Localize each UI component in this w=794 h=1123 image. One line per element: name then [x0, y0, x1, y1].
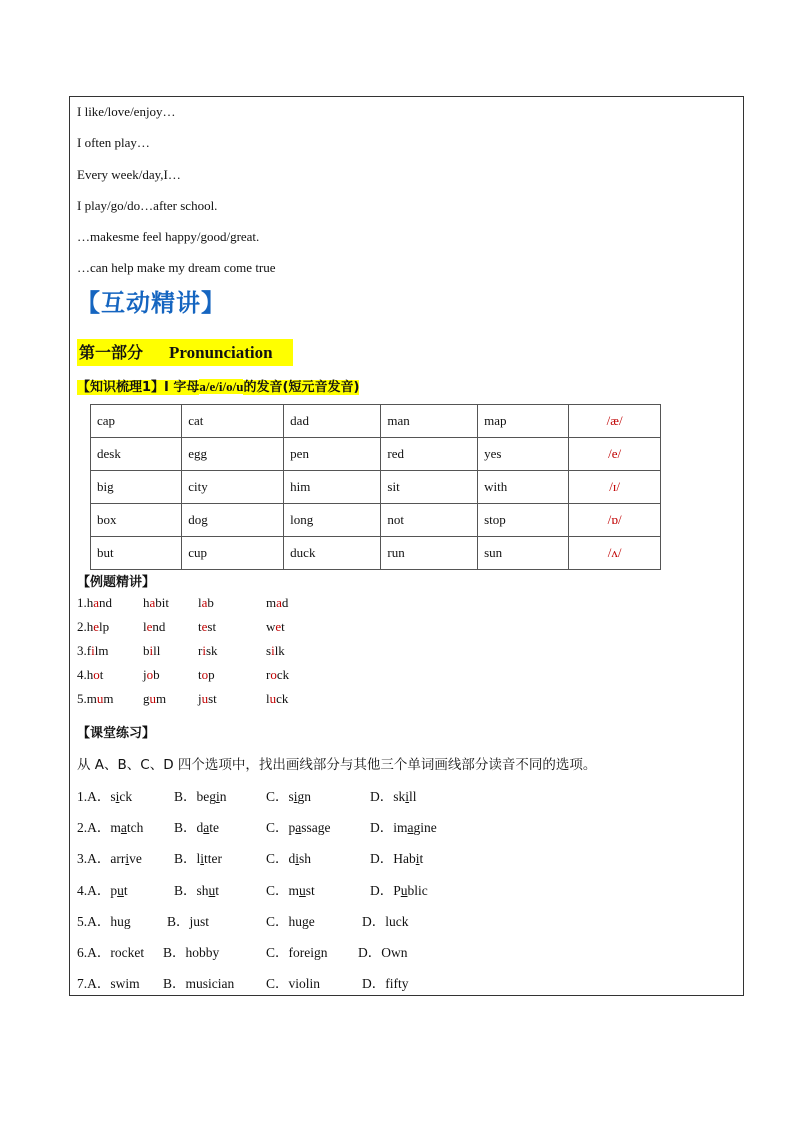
word: 1.hand — [77, 595, 113, 610]
part-heading-cn: 第一部分 — [79, 343, 144, 362]
underlined-letter: u — [299, 882, 306, 898]
word: habit — [143, 595, 170, 610]
option-text: 6.A．rocket — [77, 945, 145, 960]
underlined-letter: u — [208, 882, 216, 898]
highlight-letter: a — [93, 595, 100, 610]
option-text: D．luck — [362, 913, 409, 929]
phoneme-cell: /ɪ/ — [569, 471, 661, 504]
table-cell: red — [381, 438, 478, 471]
part-heading-en: Pronunciation — [169, 343, 273, 362]
knowledge-letter: I 字母 — [164, 380, 200, 395]
knowledge-heading — [77, 378, 359, 397]
knowledge-label: 【知识梳理1】 — [77, 380, 165, 395]
table-cell: cap — [91, 405, 182, 438]
word: test — [198, 619, 217, 634]
option-text: C．dish — [266, 851, 312, 867]
table-cell: man — [381, 405, 478, 438]
highlight-letter: u — [269, 691, 277, 706]
highlight-letter: e — [275, 619, 282, 634]
highlight-letter: i — [149, 643, 154, 658]
highlight-letter: o — [146, 667, 154, 682]
option-text: D．skill — [370, 789, 417, 804]
highlight-letter: a — [276, 595, 282, 610]
highlight-letter: a — [201, 595, 208, 610]
highlight-letter: u — [201, 691, 209, 706]
option-text: 3.A．arrive — [77, 851, 142, 867]
underlined-letter: u — [117, 882, 124, 898]
option-text: C．must — [266, 882, 315, 898]
practice-heading: 【课堂练习】 — [77, 726, 156, 741]
underlined-letter: a — [407, 820, 414, 836]
underlined-letter: i — [295, 851, 300, 867]
table-cell: but — [91, 537, 182, 570]
highlight-letter: i — [91, 643, 95, 658]
highlight-letter: u — [149, 691, 156, 706]
highlight-letter: a — [149, 595, 156, 610]
underlined-letter: a — [120, 820, 127, 836]
table-cell: duck — [284, 537, 381, 570]
examples-heading: 【例题精讲】 — [77, 575, 156, 590]
option-text: D．Habit — [370, 851, 424, 867]
word: gum — [143, 691, 167, 706]
option-text: C．violin — [266, 976, 321, 992]
word: 4.hot — [77, 667, 104, 682]
highlight-letter: e — [146, 619, 153, 634]
underlined-letter: i — [293, 789, 298, 804]
highlight-letter: o — [201, 667, 209, 682]
underlined-letter: i — [415, 851, 420, 867]
option-text: B．date — [174, 820, 220, 836]
underlined-letter: a — [295, 820, 302, 836]
highlight-letter: i — [202, 643, 206, 658]
table-cell: sun — [478, 537, 569, 570]
table-row — [91, 504, 661, 537]
table-cell: run — [381, 537, 478, 570]
word: risk — [198, 643, 218, 658]
instruction-text: 从 A、B、C、D 四个选项中，找出画线部分与其他三个单词画线部分读音不同的选项。 — [77, 757, 597, 773]
option-text: D．Own — [358, 945, 408, 960]
highlight-letter: o — [93, 667, 100, 682]
option-text: B．shut — [174, 882, 220, 898]
phoneme-cell: /ɒ/ — [569, 504, 661, 537]
table-cell: not — [381, 504, 478, 537]
option-text: D．Public — [370, 882, 428, 898]
table-cell: him — [284, 471, 381, 504]
word: luck — [266, 691, 289, 706]
table-cell: dad — [284, 405, 381, 438]
table-cell: city — [182, 471, 284, 504]
word: wet — [266, 619, 285, 634]
table-cell: sit — [381, 471, 478, 504]
option-text: B．just — [167, 913, 210, 929]
word: top — [198, 667, 215, 682]
option-text: B．musician — [163, 976, 235, 992]
table-row — [91, 405, 661, 438]
phrase-line: Every week/day,I… — [77, 167, 181, 182]
knowledge-note: (短元音发音) — [282, 380, 360, 395]
underlined-letter: i — [115, 789, 120, 804]
highlight-letter: o — [270, 667, 277, 682]
highlight-letter: e — [201, 619, 208, 634]
word: rock — [266, 667, 290, 682]
word: lab — [198, 595, 214, 610]
section-title: 【互动精讲】 — [76, 289, 226, 317]
option-text: 7.A．swim — [77, 976, 140, 992]
highlight-letter: e — [93, 619, 100, 634]
highlight-letter: u — [96, 691, 104, 706]
underlined-letter: i — [405, 789, 410, 804]
option-text: 1.A．sick — [77, 789, 133, 804]
word: just — [198, 691, 217, 706]
phrase-line: I play/go/do…after school. — [77, 198, 218, 213]
table-cell: map — [478, 405, 569, 438]
option-text: B．begin — [174, 789, 227, 804]
part-heading — [77, 339, 293, 366]
option-text: 5.A．hug — [77, 913, 131, 929]
word: mad — [266, 595, 289, 610]
table-cell: yes — [478, 438, 569, 471]
table-cell: with — [478, 471, 569, 504]
phrase-line: …can help make my dream come true — [77, 260, 276, 275]
option-text: B．hobby — [163, 945, 220, 960]
table-cell: stop — [478, 504, 569, 537]
underlined-letter: i — [125, 851, 130, 867]
table-cell: cup — [182, 537, 284, 570]
table-cell: dog — [182, 504, 284, 537]
table-cell: cat — [182, 405, 284, 438]
table-cell: long — [284, 504, 381, 537]
highlight-letter: i — [271, 643, 275, 658]
table-cell: egg — [182, 438, 284, 471]
option-text: 4.A．put — [77, 882, 128, 898]
option-text: 2.A．match — [77, 820, 144, 836]
option-text: C．foreign — [266, 945, 328, 960]
option-text: C．huge — [266, 913, 315, 929]
table-cell: box — [91, 504, 182, 537]
underlined-letter: u — [400, 882, 408, 898]
word: 2.help — [77, 619, 110, 634]
option-text: C．sign — [266, 789, 312, 804]
table-cell: pen — [284, 438, 381, 471]
word: 5.mum — [77, 691, 114, 706]
word: silk — [266, 643, 285, 658]
word: job — [143, 667, 160, 682]
word: bill — [143, 643, 161, 658]
table-row — [91, 471, 661, 504]
underlined-letter: i — [200, 851, 205, 867]
option-text: B．litter — [174, 851, 223, 867]
phoneme-cell: /æ/ — [569, 405, 661, 438]
word: 3.film — [77, 643, 109, 658]
underlined-letter: i — [216, 789, 220, 804]
phoneme-cell: /ʌ/ — [569, 537, 661, 570]
phrase-line: I like/love/enjoy… — [77, 104, 176, 119]
phoneme-cell: /e/ — [569, 438, 661, 471]
underlined-letter: a — [203, 820, 210, 836]
option-text: D．fifty — [362, 976, 409, 992]
option-text: C．passage — [266, 820, 331, 836]
table-cell: big — [91, 471, 182, 504]
knowledge-sound: 的发音 — [243, 380, 283, 395]
knowledge-vowels: a/e/i/o/u — [199, 379, 244, 394]
table-row — [91, 438, 661, 471]
vowel-table — [90, 404, 661, 570]
option-text: D．imagine — [370, 820, 437, 836]
word: lend — [143, 619, 166, 634]
table-cell: desk — [91, 438, 182, 471]
phrase-line: …makesme feel happy/good/great. — [77, 229, 260, 244]
table-row — [91, 537, 661, 570]
phrase-line: I often play… — [77, 135, 150, 150]
